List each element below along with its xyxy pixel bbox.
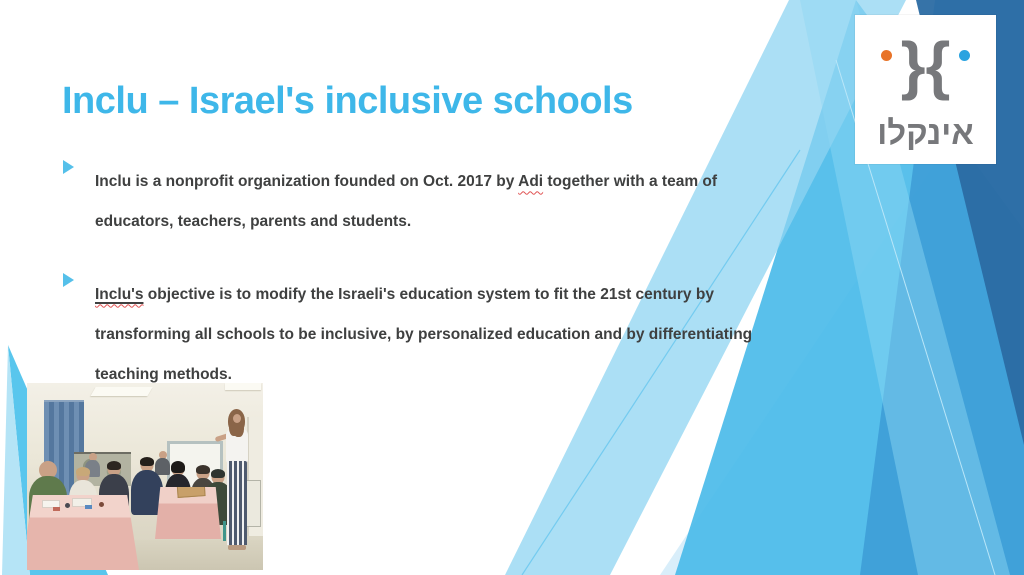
logo-orange-dot-icon bbox=[881, 50, 892, 61]
bullet-item-1 bbox=[62, 146, 786, 257]
photo-table-item bbox=[85, 505, 92, 509]
bullet-list bbox=[62, 146, 786, 412]
bullet-text-2 bbox=[95, 275, 786, 395]
photo-ceiling-light bbox=[90, 387, 152, 396]
inclu-logo bbox=[855, 15, 996, 164]
bullet1-pre: Inclu is a nonprofit organization founded on Oct. 2017 by bbox=[95, 172, 519, 190]
photo-table-right bbox=[155, 487, 221, 539]
logo-brace-left: } bbox=[900, 29, 926, 101]
photo-presenter bbox=[219, 409, 255, 563]
photo-table-item bbox=[53, 507, 60, 511]
presenter-face bbox=[233, 414, 241, 423]
photo-table-cup bbox=[99, 502, 104, 507]
presenter-striped-pants bbox=[227, 461, 247, 545]
audience-person bbox=[131, 459, 163, 515]
classroom-photo bbox=[27, 383, 263, 570]
presenter-feet bbox=[228, 545, 246, 550]
logo-hebrew-name: אינקלו bbox=[877, 114, 974, 151]
bullet1-post: together with a team of educators, teachers, parents and students. bbox=[95, 172, 718, 230]
logo-brace-right: { bbox=[925, 29, 951, 101]
photo-ceiling-light bbox=[225, 383, 260, 390]
slide-title: Inclu – Israel's inclusive schools bbox=[62, 80, 633, 123]
logo-blue-dot-icon bbox=[959, 50, 970, 61]
bullet-text-1 bbox=[95, 162, 786, 242]
presenter-shirt bbox=[226, 429, 248, 463]
bullet-arrow-icon bbox=[63, 273, 74, 287]
bullet-arrow-icon bbox=[63, 160, 74, 174]
bullet2-post: objective is to modify the Israeli's education system to fit the 21st century by transforming all schools to be inclusive, by personalized education and by differentiating teaching methods. bbox=[95, 285, 753, 383]
logo-braces bbox=[881, 17, 971, 113]
bullet2-underlined-word: Inclu's bbox=[95, 285, 144, 303]
photo-table-cup bbox=[65, 503, 70, 508]
photo-table-left bbox=[27, 495, 139, 570]
bullet1-misspelled-word: Adi bbox=[518, 172, 544, 190]
